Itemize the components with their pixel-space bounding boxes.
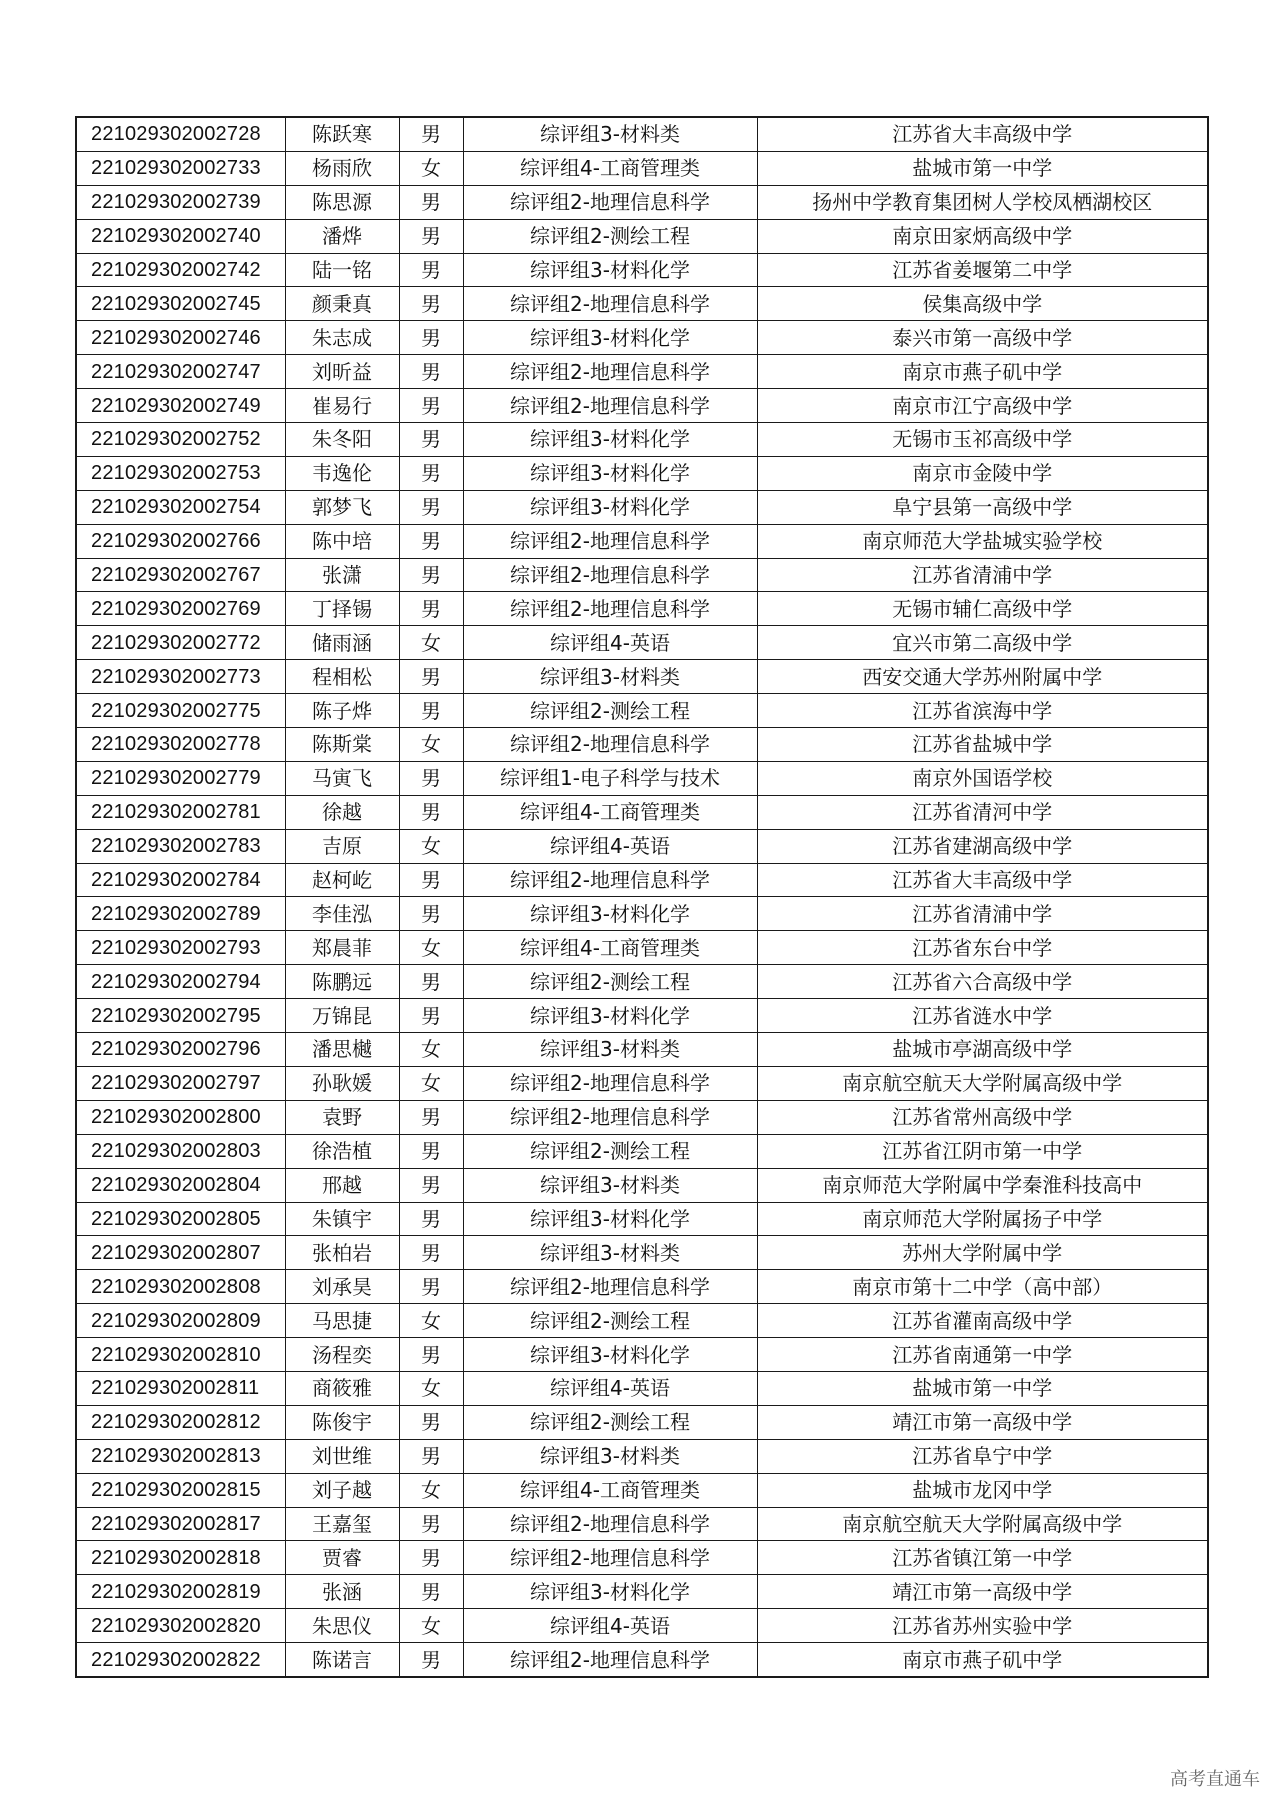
major-group-cell: 综评组2-地理信息科学 xyxy=(463,1066,757,1100)
student-name-cell: 刘世维 xyxy=(285,1439,399,1473)
student-id-cell: 221029302002781 xyxy=(76,795,285,829)
student-id-cell: 221029302002784 xyxy=(76,863,285,897)
school-cell: 南京市第十二中学（高中部） xyxy=(757,1270,1208,1304)
major-group-cell: 综评组2-测绘工程 xyxy=(463,1134,757,1168)
student-name-cell: 李佳泓 xyxy=(285,897,399,931)
table-row xyxy=(76,321,1208,355)
gender-cell: 男 xyxy=(399,1541,463,1575)
school-cell: 江苏省清浦中学 xyxy=(757,558,1208,592)
gender-cell: 女 xyxy=(399,151,463,185)
school-cell: 无锡市玉祁高级中学 xyxy=(757,423,1208,457)
student-id-cell: 221029302002789 xyxy=(76,897,285,931)
student-id-cell: 221029302002767 xyxy=(76,558,285,592)
school-cell: 靖江市第一高级中学 xyxy=(757,1405,1208,1439)
major-group-cell: 综评组4-工商管理类 xyxy=(463,795,757,829)
student-id-cell: 221029302002747 xyxy=(76,355,285,389)
student-name-cell: 郭梦飞 xyxy=(285,490,399,524)
table-row xyxy=(76,1134,1208,1168)
school-cell: 扬州中学教育集团树人学校凤栖湖校区 xyxy=(757,185,1208,219)
major-group-cell: 综评组3-材料类 xyxy=(463,1033,757,1067)
table-row xyxy=(76,1405,1208,1439)
student-name-cell: 陈跃寒 xyxy=(285,117,399,151)
roster-body xyxy=(76,117,1208,1677)
school-cell: 江苏省东台中学 xyxy=(757,931,1208,965)
major-group-cell: 综评组3-材料类 xyxy=(463,117,757,151)
student-id-cell: 221029302002728 xyxy=(76,117,285,151)
table-row xyxy=(76,1304,1208,1338)
gender-cell: 男 xyxy=(399,1439,463,1473)
student-id-cell: 221029302002809 xyxy=(76,1304,285,1338)
school-cell: 南京师范大学附属扬子中学 xyxy=(757,1202,1208,1236)
student-name-cell: 张涵 xyxy=(285,1575,399,1609)
student-id-cell: 221029302002746 xyxy=(76,321,285,355)
gender-cell: 男 xyxy=(399,999,463,1033)
table-row xyxy=(76,999,1208,1033)
table-row xyxy=(76,1100,1208,1134)
student-name-cell: 潘思樾 xyxy=(285,1033,399,1067)
gender-cell: 男 xyxy=(399,423,463,457)
gender-cell: 男 xyxy=(399,897,463,931)
student-name-cell: 张柏岩 xyxy=(285,1236,399,1270)
school-cell: 江苏省常州高级中学 xyxy=(757,1100,1208,1134)
gender-cell: 男 xyxy=(399,117,463,151)
table-row xyxy=(76,117,1208,151)
student-id-cell: 221029302002803 xyxy=(76,1134,285,1168)
major-group-cell: 综评组3-材料化学 xyxy=(463,1202,757,1236)
major-group-cell: 综评组4-工商管理类 xyxy=(463,1473,757,1507)
major-group-cell: 综评组4-英语 xyxy=(463,829,757,863)
table-row xyxy=(76,151,1208,185)
school-cell: 江苏省灌南高级中学 xyxy=(757,1304,1208,1338)
student-name-cell: 孙耿媛 xyxy=(285,1066,399,1100)
school-cell: 江苏省江阴市第一中学 xyxy=(757,1134,1208,1168)
table-row xyxy=(76,863,1208,897)
student-id-cell: 221029302002733 xyxy=(76,151,285,185)
site-watermark: 高考直通车 xyxy=(1170,1769,1260,1790)
school-cell: 江苏省苏州实验中学 xyxy=(757,1609,1208,1643)
major-group-cell: 综评组3-材料化学 xyxy=(463,253,757,287)
school-cell: 南京航空航天大学附属高级中学 xyxy=(757,1507,1208,1541)
major-group-cell: 综评组2-地理信息科学 xyxy=(463,524,757,558)
major-group-cell: 综评组3-材料类 xyxy=(463,660,757,694)
major-group-cell: 综评组3-材料化学 xyxy=(463,423,757,457)
school-cell: 南京航空航天大学附属高级中学 xyxy=(757,1066,1208,1100)
table-row xyxy=(76,1507,1208,1541)
school-cell: 江苏省清浦中学 xyxy=(757,897,1208,931)
student-id-cell: 221029302002745 xyxy=(76,287,285,321)
student-id-cell: 221029302002742 xyxy=(76,253,285,287)
gender-cell: 男 xyxy=(399,1202,463,1236)
gender-cell: 女 xyxy=(399,1033,463,1067)
table-row xyxy=(76,1168,1208,1202)
student-name-cell: 陈思源 xyxy=(285,185,399,219)
major-group-cell: 综评组2-地理信息科学 xyxy=(463,389,757,423)
table-row xyxy=(76,1033,1208,1067)
gender-cell: 男 xyxy=(399,592,463,626)
student-id-cell: 221029302002797 xyxy=(76,1066,285,1100)
student-name-cell: 朱镇宇 xyxy=(285,1202,399,1236)
school-cell: 江苏省滨海中学 xyxy=(757,694,1208,728)
gender-cell: 男 xyxy=(399,253,463,287)
student-id-cell: 221029302002794 xyxy=(76,965,285,999)
table-row xyxy=(76,423,1208,457)
gender-cell: 男 xyxy=(399,863,463,897)
student-name-cell: 马思捷 xyxy=(285,1304,399,1338)
student-name-cell: 韦逸伦 xyxy=(285,456,399,490)
major-group-cell: 综评组2-测绘工程 xyxy=(463,1304,757,1338)
student-id-cell: 221029302002808 xyxy=(76,1270,285,1304)
student-name-cell: 程相松 xyxy=(285,660,399,694)
student-name-cell: 崔易行 xyxy=(285,389,399,423)
admission-roster-table xyxy=(75,116,1209,1678)
major-group-cell: 综评组3-材料化学 xyxy=(463,1338,757,1372)
table-row xyxy=(76,1473,1208,1507)
student-id-cell: 221029302002812 xyxy=(76,1405,285,1439)
student-name-cell: 刘子越 xyxy=(285,1473,399,1507)
school-cell: 江苏省姜堰第二中学 xyxy=(757,253,1208,287)
student-name-cell: 吉原 xyxy=(285,829,399,863)
gender-cell: 男 xyxy=(399,524,463,558)
student-name-cell: 陈鹏远 xyxy=(285,965,399,999)
table-row xyxy=(76,185,1208,219)
school-cell: 盐城市亭湖高级中学 xyxy=(757,1033,1208,1067)
table-row xyxy=(76,694,1208,728)
major-group-cell: 综评组4-工商管理类 xyxy=(463,931,757,965)
student-id-cell: 221029302002769 xyxy=(76,592,285,626)
student-name-cell: 徐浩植 xyxy=(285,1134,399,1168)
gender-cell: 女 xyxy=(399,829,463,863)
school-cell: 盐城市第一中学 xyxy=(757,151,1208,185)
major-group-cell: 综评组2-地理信息科学 xyxy=(463,1100,757,1134)
student-name-cell: 商筱雅 xyxy=(285,1371,399,1405)
school-cell: 盐城市第一中学 xyxy=(757,1371,1208,1405)
major-group-cell: 综评组3-材料类 xyxy=(463,1168,757,1202)
school-cell: 江苏省大丰高级中学 xyxy=(757,117,1208,151)
gender-cell: 男 xyxy=(399,1575,463,1609)
gender-cell: 女 xyxy=(399,931,463,965)
gender-cell: 女 xyxy=(399,1304,463,1338)
major-group-cell: 综评组2-地理信息科学 xyxy=(463,1541,757,1575)
major-group-cell: 综评组2-地理信息科学 xyxy=(463,592,757,626)
table-row xyxy=(76,219,1208,253)
major-group-cell: 综评组2-地理信息科学 xyxy=(463,863,757,897)
student-name-cell: 丁择锡 xyxy=(285,592,399,626)
table-row xyxy=(76,253,1208,287)
gender-cell: 男 xyxy=(399,1100,463,1134)
student-id-cell: 221029302002805 xyxy=(76,1202,285,1236)
gender-cell: 男 xyxy=(399,321,463,355)
gender-cell: 男 xyxy=(399,694,463,728)
major-group-cell: 综评组3-材料化学 xyxy=(463,897,757,931)
gender-cell: 男 xyxy=(399,1134,463,1168)
student-name-cell: 潘烨 xyxy=(285,219,399,253)
major-group-cell: 综评组3-材料化学 xyxy=(463,999,757,1033)
gender-cell: 女 xyxy=(399,1066,463,1100)
table-row xyxy=(76,829,1208,863)
school-cell: 江苏省盐城中学 xyxy=(757,728,1208,762)
school-cell: 泰兴市第一高级中学 xyxy=(757,321,1208,355)
student-name-cell: 张潇 xyxy=(285,558,399,592)
major-group-cell: 综评组3-材料类 xyxy=(463,1236,757,1270)
student-name-cell: 颜秉真 xyxy=(285,287,399,321)
table-row xyxy=(76,1270,1208,1304)
student-id-cell: 221029302002749 xyxy=(76,389,285,423)
school-cell: 江苏省大丰高级中学 xyxy=(757,863,1208,897)
student-id-cell: 221029302002813 xyxy=(76,1439,285,1473)
major-group-cell: 综评组1-电子科学与技术 xyxy=(463,761,757,795)
gender-cell: 男 xyxy=(399,1643,463,1677)
student-id-cell: 221029302002822 xyxy=(76,1643,285,1677)
school-cell: 南京市金陵中学 xyxy=(757,456,1208,490)
table-row xyxy=(76,897,1208,931)
major-group-cell: 综评组4-英语 xyxy=(463,1609,757,1643)
gender-cell: 男 xyxy=(399,761,463,795)
student-name-cell: 赵柯屹 xyxy=(285,863,399,897)
table-row xyxy=(76,1609,1208,1643)
gender-cell: 男 xyxy=(399,1168,463,1202)
student-name-cell: 朱志成 xyxy=(285,321,399,355)
student-name-cell: 袁野 xyxy=(285,1100,399,1134)
student-id-cell: 221029302002817 xyxy=(76,1507,285,1541)
student-id-cell: 221029302002807 xyxy=(76,1236,285,1270)
gender-cell: 男 xyxy=(399,287,463,321)
school-cell: 江苏省清河中学 xyxy=(757,795,1208,829)
table-row xyxy=(76,965,1208,999)
gender-cell: 男 xyxy=(399,219,463,253)
gender-cell: 男 xyxy=(399,558,463,592)
gender-cell: 男 xyxy=(399,795,463,829)
student-id-cell: 221029302002793 xyxy=(76,931,285,965)
table-row xyxy=(76,1371,1208,1405)
major-group-cell: 综评组3-材料化学 xyxy=(463,490,757,524)
school-cell: 盐城市龙冈中学 xyxy=(757,1473,1208,1507)
school-cell: 南京市燕子矶中学 xyxy=(757,1643,1208,1677)
major-group-cell: 综评组3-材料化学 xyxy=(463,456,757,490)
table-row xyxy=(76,728,1208,762)
school-cell: 西安交通大学苏州附属中学 xyxy=(757,660,1208,694)
school-cell: 苏州大学附属中学 xyxy=(757,1236,1208,1270)
student-id-cell: 221029302002795 xyxy=(76,999,285,1033)
student-id-cell: 221029302002820 xyxy=(76,1609,285,1643)
student-name-cell: 刘昕益 xyxy=(285,355,399,389)
major-group-cell: 综评组2-地理信息科学 xyxy=(463,1507,757,1541)
school-cell: 侯集高级中学 xyxy=(757,287,1208,321)
table-row xyxy=(76,626,1208,660)
student-id-cell: 221029302002804 xyxy=(76,1168,285,1202)
student-name-cell: 郑晨菲 xyxy=(285,931,399,965)
student-name-cell: 储雨涵 xyxy=(285,626,399,660)
gender-cell: 男 xyxy=(399,185,463,219)
student-id-cell: 221029302002779 xyxy=(76,761,285,795)
student-name-cell: 陈中培 xyxy=(285,524,399,558)
major-group-cell: 综评组4-英语 xyxy=(463,626,757,660)
table-row xyxy=(76,490,1208,524)
student-id-cell: 221029302002739 xyxy=(76,185,285,219)
school-cell: 江苏省镇江第一中学 xyxy=(757,1541,1208,1575)
student-name-cell: 陈斯棠 xyxy=(285,728,399,762)
table-row xyxy=(76,1066,1208,1100)
student-name-cell: 王嘉玺 xyxy=(285,1507,399,1541)
school-cell: 无锡市辅仁高级中学 xyxy=(757,592,1208,626)
school-cell: 江苏省六合高级中学 xyxy=(757,965,1208,999)
student-name-cell: 徐越 xyxy=(285,795,399,829)
major-group-cell: 综评组3-材料类 xyxy=(463,1439,757,1473)
major-group-cell: 综评组4-英语 xyxy=(463,1371,757,1405)
major-group-cell: 综评组4-工商管理类 xyxy=(463,151,757,185)
student-name-cell: 汤程奕 xyxy=(285,1338,399,1372)
table-row xyxy=(76,389,1208,423)
school-cell: 南京田家炳高级中学 xyxy=(757,219,1208,253)
table-row xyxy=(76,1643,1208,1677)
gender-cell: 女 xyxy=(399,1609,463,1643)
school-cell: 南京师范大学附属中学秦淮科技高中 xyxy=(757,1168,1208,1202)
student-name-cell: 万锦昆 xyxy=(285,999,399,1033)
table-row xyxy=(76,660,1208,694)
student-id-cell: 221029302002753 xyxy=(76,456,285,490)
gender-cell: 男 xyxy=(399,1405,463,1439)
gender-cell: 男 xyxy=(399,389,463,423)
major-group-cell: 综评组2-地理信息科学 xyxy=(463,1270,757,1304)
school-cell: 宜兴市第二高级中学 xyxy=(757,626,1208,660)
student-name-cell: 马寅飞 xyxy=(285,761,399,795)
school-cell: 南京外国语学校 xyxy=(757,761,1208,795)
major-group-cell: 综评组2-地理信息科学 xyxy=(463,728,757,762)
student-id-cell: 221029302002815 xyxy=(76,1473,285,1507)
student-id-cell: 221029302002772 xyxy=(76,626,285,660)
student-id-cell: 221029302002752 xyxy=(76,423,285,457)
student-id-cell: 221029302002754 xyxy=(76,490,285,524)
major-group-cell: 综评组2-地理信息科学 xyxy=(463,558,757,592)
gender-cell: 男 xyxy=(399,1338,463,1372)
gender-cell: 男 xyxy=(399,355,463,389)
major-group-cell: 综评组2-测绘工程 xyxy=(463,965,757,999)
table-row xyxy=(76,287,1208,321)
gender-cell: 女 xyxy=(399,626,463,660)
school-cell: 江苏省涟水中学 xyxy=(757,999,1208,1033)
table-row xyxy=(76,1236,1208,1270)
student-name-cell: 陈子烨 xyxy=(285,694,399,728)
student-id-cell: 221029302002773 xyxy=(76,660,285,694)
gender-cell: 女 xyxy=(399,1473,463,1507)
gender-cell: 男 xyxy=(399,1236,463,1270)
school-cell: 江苏省建湖高级中学 xyxy=(757,829,1208,863)
student-name-cell: 朱思仪 xyxy=(285,1609,399,1643)
table-row xyxy=(76,1575,1208,1609)
table-row xyxy=(76,355,1208,389)
table-row xyxy=(76,558,1208,592)
student-id-cell: 221029302002796 xyxy=(76,1033,285,1067)
school-cell: 南京市江宁高级中学 xyxy=(757,389,1208,423)
gender-cell: 男 xyxy=(399,490,463,524)
major-group-cell: 综评组2-测绘工程 xyxy=(463,1405,757,1439)
student-name-cell: 朱冬阳 xyxy=(285,423,399,457)
student-id-cell: 221029302002740 xyxy=(76,219,285,253)
student-id-cell: 221029302002783 xyxy=(76,829,285,863)
table-row xyxy=(76,524,1208,558)
major-group-cell: 综评组2-测绘工程 xyxy=(463,694,757,728)
major-group-cell: 综评组2-地理信息科学 xyxy=(463,355,757,389)
gender-cell: 女 xyxy=(399,1371,463,1405)
table-row xyxy=(76,795,1208,829)
gender-cell: 男 xyxy=(399,1507,463,1541)
major-group-cell: 综评组2-地理信息科学 xyxy=(463,287,757,321)
table-row xyxy=(76,1541,1208,1575)
student-id-cell: 221029302002766 xyxy=(76,524,285,558)
table-row xyxy=(76,761,1208,795)
student-id-cell: 221029302002818 xyxy=(76,1541,285,1575)
table-row xyxy=(76,592,1208,626)
student-name-cell: 邢越 xyxy=(285,1168,399,1202)
student-name-cell: 刘承昊 xyxy=(285,1270,399,1304)
table-row xyxy=(76,1338,1208,1372)
student-id-cell: 221029302002775 xyxy=(76,694,285,728)
student-id-cell: 221029302002778 xyxy=(76,728,285,762)
student-name-cell: 贾睿 xyxy=(285,1541,399,1575)
major-group-cell: 综评组2-地理信息科学 xyxy=(463,185,757,219)
major-group-cell: 综评组2-地理信息科学 xyxy=(463,1643,757,1677)
gender-cell: 男 xyxy=(399,965,463,999)
school-cell: 南京市燕子矶中学 xyxy=(757,355,1208,389)
student-name-cell: 陈诺言 xyxy=(285,1643,399,1677)
student-id-cell: 221029302002811 xyxy=(76,1371,285,1405)
school-cell: 阜宁县第一高级中学 xyxy=(757,490,1208,524)
student-name-cell: 陆一铭 xyxy=(285,253,399,287)
gender-cell: 男 xyxy=(399,1270,463,1304)
major-group-cell: 综评组3-材料化学 xyxy=(463,321,757,355)
school-cell: 江苏省南通第一中学 xyxy=(757,1338,1208,1372)
table-row xyxy=(76,456,1208,490)
gender-cell: 女 xyxy=(399,728,463,762)
gender-cell: 男 xyxy=(399,660,463,694)
table-row xyxy=(76,931,1208,965)
table-row xyxy=(76,1202,1208,1236)
school-cell: 江苏省阜宁中学 xyxy=(757,1439,1208,1473)
student-id-cell: 221029302002800 xyxy=(76,1100,285,1134)
gender-cell: 男 xyxy=(399,456,463,490)
school-cell: 靖江市第一高级中学 xyxy=(757,1575,1208,1609)
major-group-cell: 综评组2-测绘工程 xyxy=(463,219,757,253)
major-group-cell: 综评组3-材料化学 xyxy=(463,1575,757,1609)
student-name-cell: 杨雨欣 xyxy=(285,151,399,185)
school-cell: 南京师范大学盐城实验学校 xyxy=(757,524,1208,558)
student-id-cell: 221029302002819 xyxy=(76,1575,285,1609)
table-row xyxy=(76,1439,1208,1473)
student-name-cell: 陈俊宇 xyxy=(285,1405,399,1439)
student-id-cell: 221029302002810 xyxy=(76,1338,285,1372)
